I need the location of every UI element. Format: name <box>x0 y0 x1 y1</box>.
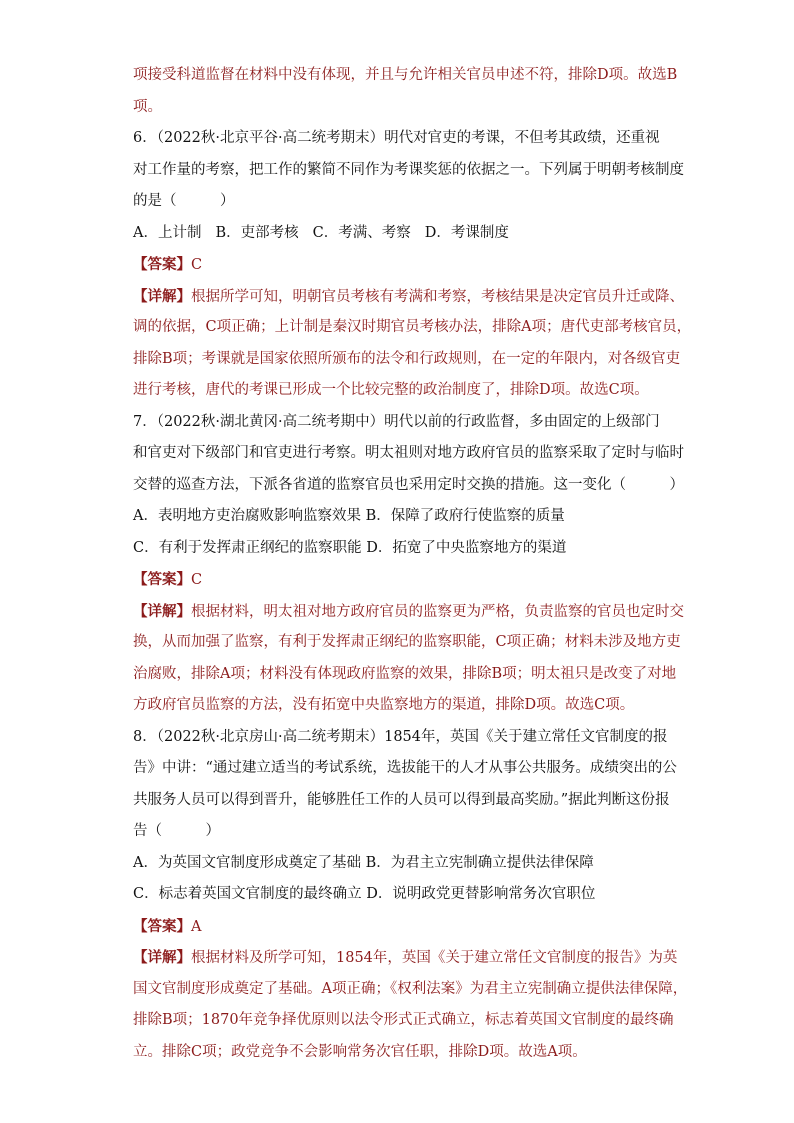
detail-tag: 【详解】 <box>133 949 191 966</box>
q8-detail-line <box>133 942 678 974</box>
q6-options <box>133 218 668 250</box>
q6-option-c: C．考满、考察 <box>312 224 411 241</box>
prev-detail-line: 项接受科道监督在材料中没有体现，并且与允许相关官员申述不符，排除D项。故选B <box>133 67 678 83</box>
q8-detail-line: 国文官制度形成奠定了基础。A项正确；《权利法案》为君主立宪制确立提供法律保障， <box>133 980 688 997</box>
detail-tag: 【详解】 <box>133 602 191 620</box>
answer-value: A <box>191 918 202 935</box>
q8-stem-line: 告》中讲：“通过建立适当的考试系统，选拔能干的人才从事公共服务。成绩突出的公 <box>133 760 677 776</box>
q6-answer <box>133 249 668 281</box>
detail-text: 根据所学可知，明朝官员考核有考满和考察，考核结果是决定官员升迁或降、 <box>191 288 684 305</box>
detail-text: 根据材料，明太祖对地方政府官员的监察更为严格，负责监察的官员也定时交 <box>191 603 684 620</box>
answer-value: C <box>191 257 203 273</box>
answer-tag: 【答案】 <box>133 571 191 588</box>
q7-stem-line: 交替的巡查方法，下派各省道的监察官员也采用定时交换的措施。这一变化（ ） <box>133 476 684 493</box>
answer-value: C <box>191 572 203 588</box>
q6-stem-line: 的是（ ） <box>133 193 235 209</box>
q7-detail-line: 治腐败，排除A项；材料没有体现政府监察的效果，排除B项；明太祖只是改变了对地 <box>133 665 677 682</box>
q6-detail-line: 排除B项；考课就是国家依照所颁布的法令和行政规则，在一定的年限内，对各级官吏 <box>133 350 681 367</box>
q6-detail-line: 进行考核，唐代的考课已形成一个比较完整的政治制度了，排除D项。故选C项。 <box>133 382 649 398</box>
q7-detail-line: 方政府官员监察的方法，没有拓宽中央监察地方的渠道，排除D项。故选C项。 <box>133 697 635 713</box>
q8-stem-line: 共服务人员可以得到晋升，能够胜任工作的人员可以得到最高奖励。”据此判断这份报 <box>133 791 670 808</box>
answer-tag: 【答案】 <box>133 256 191 273</box>
q7-detail-line <box>133 596 684 628</box>
q7-answer <box>133 564 668 596</box>
q6-stem-line: 6．（2022秋·北京平谷·高二统考期末）明代对官吏的考课，不但考其政绩，还重视 <box>133 130 660 146</box>
q7-option-line: C．有利于发挥肃正纲纪的监察职能 D．拓宽了中央监察地方的渠道 <box>133 539 567 556</box>
detail-tag: 【详解】 <box>133 287 191 305</box>
q8-answer <box>133 911 668 943</box>
q7-option-line: A．表明地方吏治腐败影响监察效果 B．保障了政府行使监察的质量 <box>133 508 565 524</box>
q7-stem-line: 和官吏对下级部门和官吏进行考察。明太祖则对地方政府官员的监察采取了定时与临时 <box>133 445 684 461</box>
q8-option-line: A．为英国文官制度形成奠定了基础 B．为君主立宪制确立提供法律保障 <box>133 854 594 871</box>
answer-tag: 【答案】 <box>133 917 191 935</box>
q8-stem-line: 8．（2022秋·北京房山·高二统考期末）1854年，英国《关于建立常任文官制度的报 <box>133 728 668 745</box>
q6-detail-line <box>133 281 684 313</box>
q8-detail-line: 排除B项；1870年竞争择优原则以法令形式正式确立，标志着英国文官制度的最终确 <box>133 1012 674 1028</box>
q8-detail-line: 立。排除C项；政党竞争不会影响常务次官任职，排除D项。故选A项。 <box>133 1043 587 1060</box>
q6-detail-line: 调的依据，C项正确；上计制是秦汉时期官员考核办法，排除A项；唐代吏部考核官员， <box>133 319 692 335</box>
q7-detail-line: 换，从而加强了监察，有利于发挥肃正纲纪的监察职能，C项正确；材料未涉及地方吏 <box>133 634 681 650</box>
q6-option-a: A．上计制 <box>133 224 202 241</box>
detail-text: 根据材料及所学可知，1854年，英国《关于建立常任文官制度的报告》为英 <box>191 950 678 966</box>
prev-detail-line: 项。 <box>133 98 162 115</box>
q6-option-b: B．吏部考核 <box>215 224 299 241</box>
q6-option-d: D．考课制度 <box>424 224 509 241</box>
q6-stem-line: 对工作量的考察，把工作的繁简不同作为考课奖惩的依据之一。下列属于明朝考核制度 <box>133 161 684 178</box>
q8-stem-line: 告（ ） <box>133 823 220 839</box>
document-body <box>133 60 692 1068</box>
q7-stem-line: 7．（2022秋·湖北黄冈·高二统考期中）明代以前的行政监督，多由固定的上级部门 <box>133 413 660 430</box>
q8-option-line: C．标志着英国文官制度的最终确立 D．说明政党更替影响常务次官职位 <box>133 886 596 902</box>
